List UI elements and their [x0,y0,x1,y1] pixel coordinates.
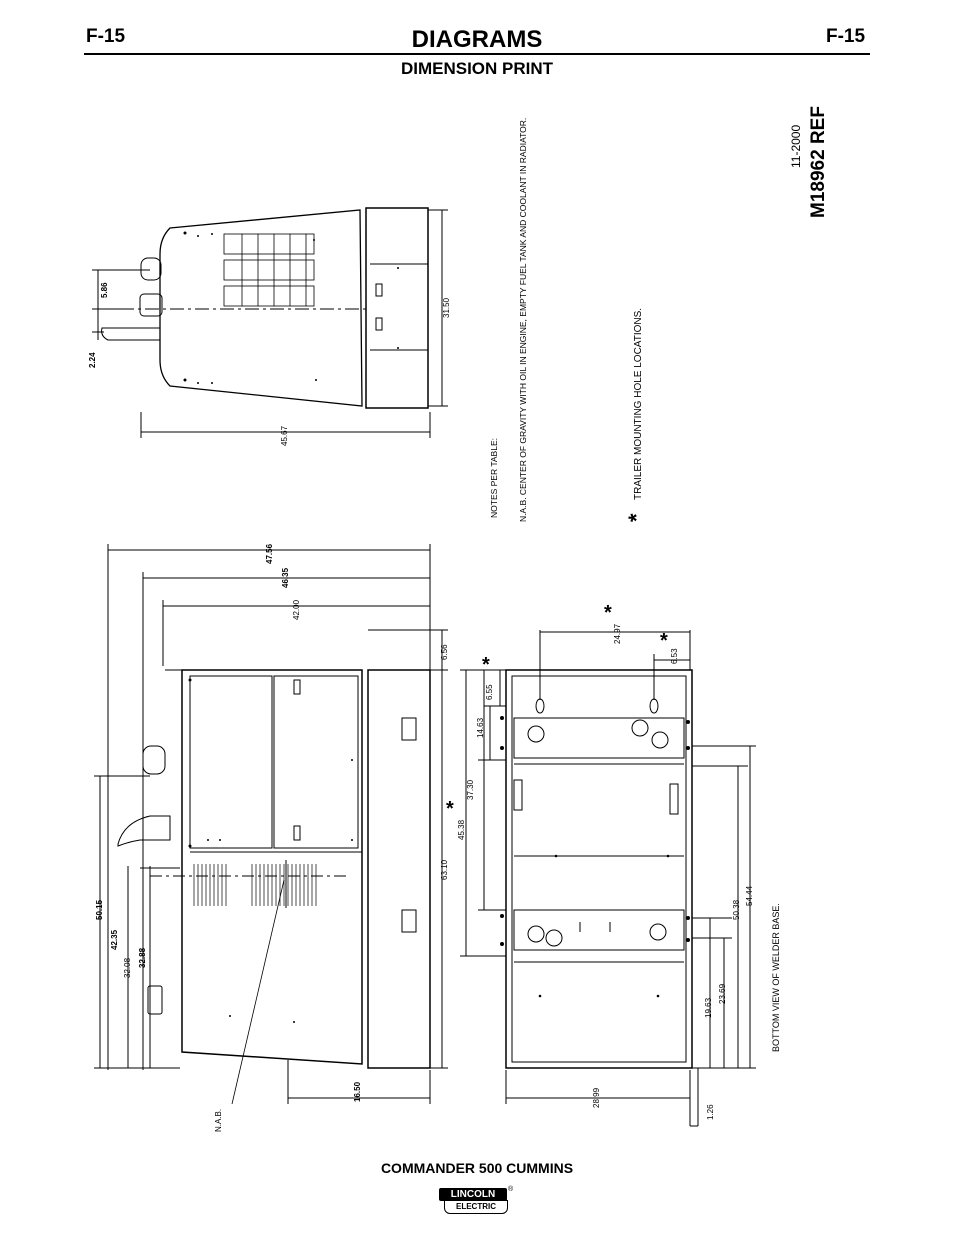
dim-label: 2.24 [88,352,97,368]
drawing-date: 11-2000 [789,124,803,168]
bottom-view-label: BOTTOM VIEW OF WELDER BASE. [771,903,781,1052]
dim-label: 31.50 [442,297,451,318]
dim-label: 6.53 [670,648,679,664]
dim-label: 37.30 [466,779,475,800]
dim-label: 50.15 [95,899,104,920]
page-number-right: F-15 [826,26,866,47]
note-trailer: TRAILER MOUNTING HOLE LOCATIONS. [633,307,644,500]
dim-label: 42.00 [292,599,301,620]
drawing-ref-number: M18962 REF [808,106,829,218]
dim-label: 28.99 [592,1087,601,1108]
dim-label: 46.35 [281,567,290,588]
side-view [94,544,430,1104]
end-view [92,208,448,438]
lincoln-electric-logo [436,1188,512,1214]
dim-label: 6.55 [485,684,494,700]
dim-label: 32.88 [138,947,147,968]
dim-label: 50.38 [732,899,741,920]
note-nab: N.A.B. CENTER OF GRAVITY WITH OIL IN ENGINE, EMPTY FUEL TANK AND COOLANT IN RADIATOR. [518,117,528,522]
dim-label: 42.35 [110,929,119,950]
nab-label: N.A.B. [214,1108,223,1132]
logo-bottom-text: ELECTRIC [444,1200,508,1214]
dim-label: 23.69 [718,983,727,1004]
dim-label: 6.56 [440,644,449,660]
section-subtitle: DIMENSION PRINT [400,59,554,78]
dim-label: 32.08 [123,957,132,978]
dim-label: 5.86 [100,282,109,298]
dim-label: 45.38 [457,819,466,840]
bottom-view [368,630,756,1126]
logo-top-text: LINCOLN [439,1188,507,1201]
dim-label: 47.56 [265,543,274,564]
logo-registered-mark: ® [508,1186,514,1193]
dim-label: 16.50 [353,1081,362,1102]
page-title: DIAGRAMS [411,26,543,53]
notes-heading: NOTES PER TABLE: [489,438,499,518]
dim-label: 45.67 [280,425,289,446]
louvers [194,864,316,906]
asterisk-marker: * [604,602,612,624]
note-asterisk: * [624,513,649,522]
page-number-left: F-15 [86,26,126,47]
footer-model-name: COMMANDER 500 CUMMINS [380,1160,574,1176]
dim-label: 19.63 [704,997,713,1018]
asterisk-marker: * [446,798,454,820]
dim-label: 1.26 [706,1104,715,1120]
asterisk-marker: * [482,654,490,676]
dim-label: 14.63 [476,717,485,738]
asterisk-marker: * [660,630,668,652]
dim-label: 24.97 [613,623,622,644]
dim-label: 54.44 [745,885,754,906]
vent-grid [224,234,314,306]
dim-label: 63.10 [440,859,449,880]
